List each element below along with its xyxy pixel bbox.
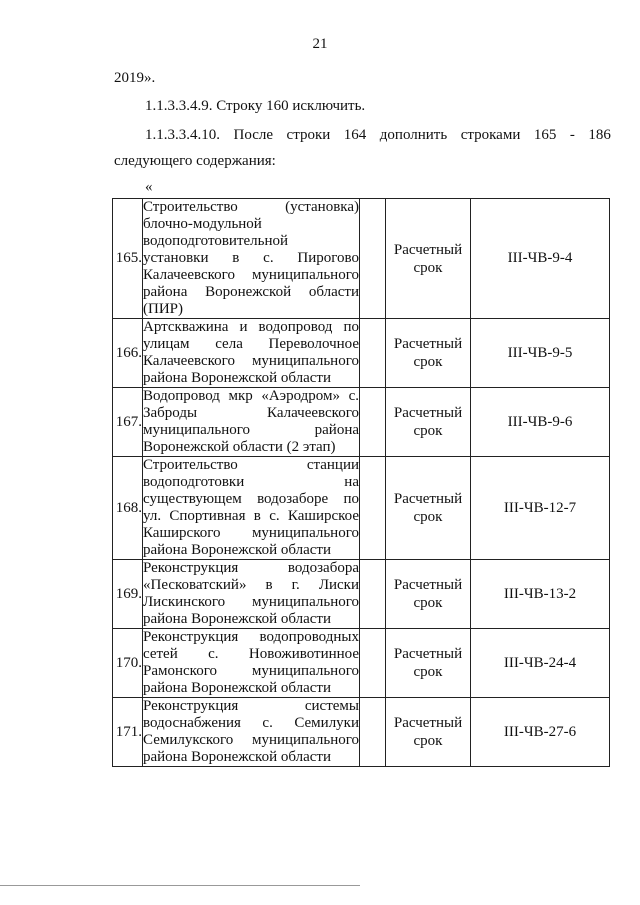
empty-cell (360, 457, 386, 560)
empty-cell (360, 560, 386, 629)
object-name-line: Рамонского муниципального (143, 663, 359, 679)
objects-table (112, 198, 610, 767)
paragraph-word: После (233, 127, 274, 143)
object-code-cell: III-ЧВ-12-7 (471, 457, 610, 560)
row-number: 168. (113, 457, 143, 560)
object-name-line: Каширского муниципального (143, 525, 359, 541)
term-line: Расчетный (393, 491, 463, 507)
object-name-line: водоподготовительной (143, 233, 289, 249)
object-name-line: Калачеевского муниципального (143, 267, 359, 283)
object-name-line: Строительство станции (143, 457, 359, 473)
object-name-cell (143, 457, 360, 560)
object-name-line: района Воронежской области (143, 542, 332, 558)
object-name-cell (143, 560, 360, 629)
term-line: срок (413, 259, 443, 276)
object-name-line: района Воронежской области (143, 749, 332, 765)
term-cell (386, 388, 471, 457)
object-name-line: (ПИР) (143, 301, 183, 317)
paragraph-word: - (569, 127, 575, 143)
object-name-line: водоснабжения с. Семилуки (143, 715, 359, 731)
term-line: срок (413, 664, 443, 680)
term-cell (386, 457, 471, 560)
row-number: 166. (113, 319, 143, 388)
table-row (113, 199, 610, 319)
object-name-line: Артскважина и водопровод по (143, 319, 359, 335)
paragraph-add-rows (145, 125, 611, 145)
object-name-line: Семилукского муниципального (143, 732, 359, 748)
object-name-line: Водопровод мкр «Аэродром» с. (143, 388, 359, 404)
term-cell (386, 319, 471, 388)
table-row (113, 388, 610, 457)
object-name-line: района Воронежской области (143, 370, 332, 386)
object-name-line: Реконструкция водопроводных (143, 629, 359, 645)
object-name-cell (143, 698, 360, 767)
row-number: 170. (113, 629, 143, 698)
empty-cell (360, 698, 386, 767)
term-cell (386, 698, 471, 767)
table-row (113, 698, 610, 767)
object-name-cell (143, 199, 360, 319)
table-row (113, 629, 610, 698)
term-line: Расчетный (393, 336, 463, 352)
paragraph-word: 164 (343, 127, 367, 143)
term-line: Расчетный (393, 241, 463, 258)
object-name-line: Калачеевского муниципального (143, 353, 359, 369)
object-name-line: района Воронежской области (143, 680, 332, 696)
empty-cell (360, 388, 386, 457)
term-line: срок (413, 595, 443, 611)
paragraph-content-intro: следующего содержания: (114, 153, 276, 169)
object-name-cell (143, 629, 360, 698)
term-line: Расчетный (393, 405, 463, 421)
table-row (113, 319, 610, 388)
object-name-line: Заброды Калачеевского (143, 405, 359, 421)
term-line: срок (413, 423, 443, 439)
term-cell (386, 199, 471, 319)
term-line: срок (413, 509, 443, 525)
empty-cell (360, 629, 386, 698)
object-name-cell (143, 388, 360, 457)
object-name-line: Реконструкция системы (143, 698, 359, 714)
object-code-cell: III-ЧВ-24-4 (471, 629, 610, 698)
row-number: 167. (113, 388, 143, 457)
term-line: срок (413, 354, 443, 370)
row-number: 169. (113, 560, 143, 629)
object-code-cell: III-ЧВ-9-5 (471, 319, 610, 388)
paragraph-word: 165 (533, 127, 557, 143)
row-number: 165. (113, 199, 143, 319)
paragraph-word: 186 (588, 127, 611, 143)
object-name-line: ул. Спортивная в с. Каширское (143, 508, 359, 524)
object-code-cell: III-ЧВ-9-4 (471, 199, 610, 319)
object-code-cell: III-ЧВ-9-6 (471, 388, 610, 457)
object-name-line: муниципального района (143, 422, 359, 438)
empty-cell (360, 319, 386, 388)
object-name-line: сетей с. Новоживотинное (143, 646, 359, 662)
term-line: срок (413, 733, 443, 749)
table-row (113, 560, 610, 629)
paragraph-delete-row: 1.1.3.3.4.9. Строку 160 исключить. (145, 98, 366, 114)
term-line: Расчетный (393, 646, 463, 662)
paragraph-year: 2019». (114, 70, 156, 86)
object-name-line: района Воронежской области (143, 611, 332, 627)
object-name-line: установки в с. Пирогово (143, 250, 359, 266)
opening-quote: « (145, 179, 153, 195)
term-cell (386, 560, 471, 629)
object-name-line: района Воронежской области (143, 284, 359, 300)
paragraph-word: 1.1.3.3.4.10. (145, 127, 220, 143)
object-name-line: улицам села Переволочное (143, 336, 359, 352)
table-row (113, 457, 610, 560)
object-name-line: Воронежской области (2 этап) (143, 439, 336, 455)
object-code-cell: III-ЧВ-13-2 (471, 560, 610, 629)
term-line: Расчетный (393, 715, 463, 731)
term-cell (386, 629, 471, 698)
object-name-line: Строительство (установка) (143, 199, 359, 215)
object-name-line: существующем водозаборе по (143, 491, 359, 507)
object-name-line: Лискинского муниципального (143, 594, 359, 610)
object-name-line: блочно-модульной (143, 216, 262, 232)
object-name-line: «Песковатский» в г. Лиски (143, 577, 359, 593)
paragraph-word: строки (286, 127, 331, 143)
paragraph-word: строками (460, 127, 521, 143)
term-line: Расчетный (393, 577, 463, 593)
object-name-line: водоподготовки на (143, 474, 359, 490)
row-number: 171. (113, 698, 143, 767)
page-number: 21 (312, 36, 328, 52)
empty-cell (360, 199, 386, 319)
paragraph-word: дополнить (379, 127, 448, 143)
object-code-cell: III-ЧВ-27-6 (471, 698, 610, 767)
object-name-line: Реконструкция водозабора (143, 560, 359, 576)
footer-divider (0, 885, 360, 886)
object-name-cell (143, 319, 360, 388)
